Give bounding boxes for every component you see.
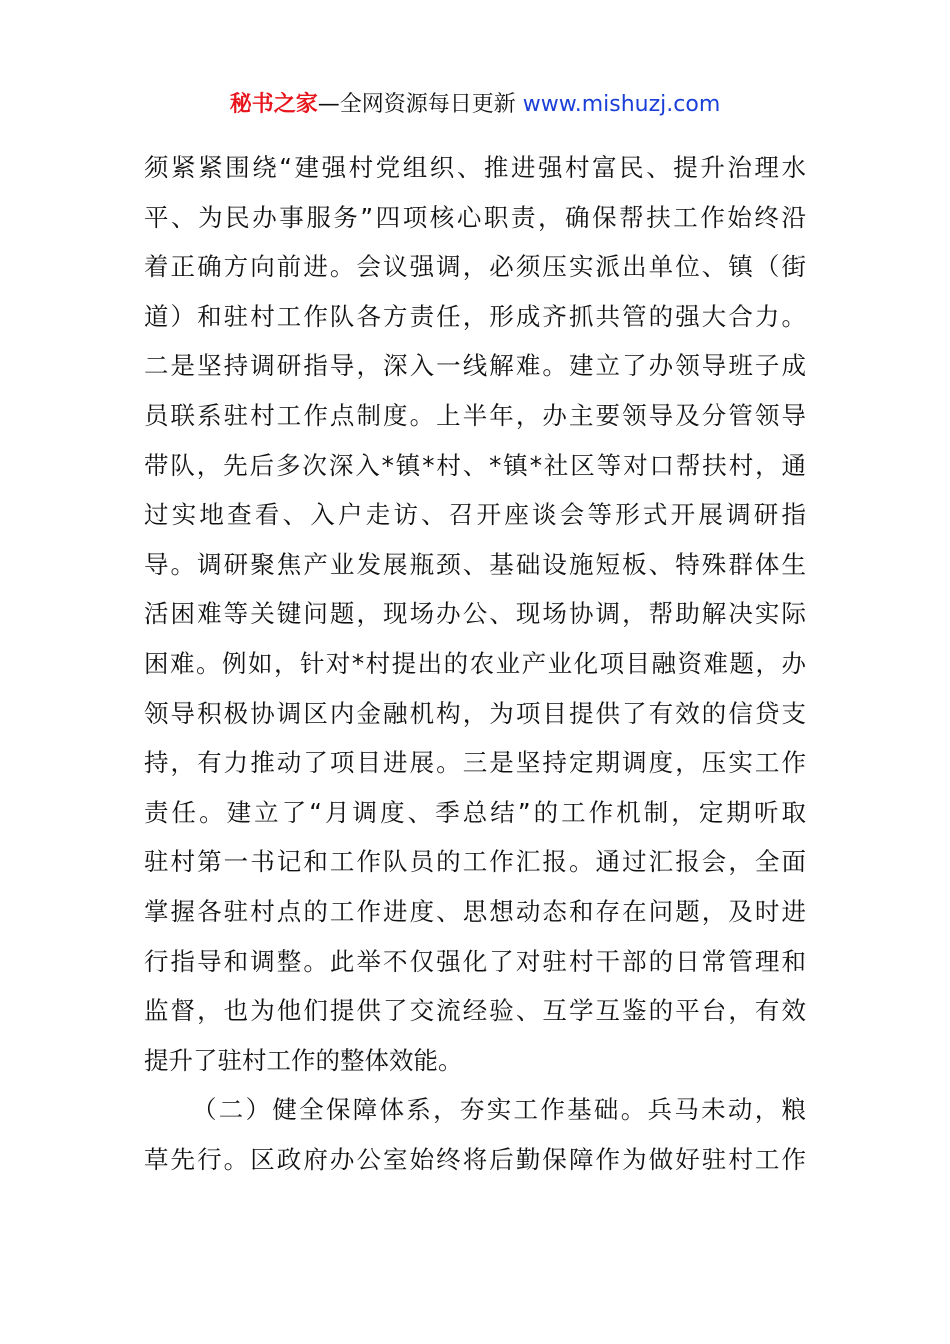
text-line: 过实地查看、入户走访、召开座谈会等形式开展调研指 <box>144 500 806 530</box>
text-line: 须紧紧围绕“建强村党组织、推进强村富民、提升治理水 <box>144 153 806 182</box>
site-url[interactable]: www.mishuzj.com <box>522 92 721 117</box>
text-line: （二）健全保障体系，夯实工作基础。兵马未动，粮 <box>192 1095 806 1125</box>
text-line: 道）和驻村工作队各方责任，形成齐抓共管的强大合力。 <box>144 301 806 331</box>
text-line: 掌握各驻村点的工作进度、思想动态和存在问题，及时进 <box>144 896 806 926</box>
text-line: 二是坚持调研指导，深入一线解难。建立了办领导班子成 <box>144 351 806 381</box>
text-line: 驻村第一书记和工作队员的工作汇报。通过汇报会，全面 <box>144 847 806 877</box>
header-tagline: —全网资源每日更新 <box>317 92 516 117</box>
text-line: 提升了驻村工作的整体效能。 <box>144 1045 463 1075</box>
text-line: 行指导和调整。此举不仅强化了对驻村干部的日常管理和 <box>144 946 806 976</box>
text-line: 员联系驻村工作点制度。上半年，办主要领导及分管领导 <box>144 400 806 430</box>
text-line: 持，有力推动了项目进展。三是坚持定期调度，压实工作 <box>144 748 806 778</box>
text-line: 平、为民办事服务”四项核心职责，确保帮扶工作始终沿 <box>144 202 806 232</box>
text-line: 困难。例如，针对*村提出的农业产业化项目融资难题，办 <box>144 648 806 678</box>
paragraph <box>144 143 806 1085</box>
text-line: 责任。建立了“月调度、季总结”的工作机制，定期听取 <box>144 797 806 827</box>
text-line: 领导积极协调区内金融机构，为项目提供了有效的信贷支 <box>144 698 806 728</box>
brand-name: 秘书之家 <box>229 92 318 117</box>
text-line: 导。调研聚焦产业发展瓶颈、基础设施短板、特殊群体生 <box>144 549 806 579</box>
paragraph <box>144 1085 806 1184</box>
document-body <box>144 143 806 1184</box>
text-line: 着正确方向前进。会议强调，必须压实派出单位、镇（街 <box>144 252 806 282</box>
text-line: 草先行。区政府办公室始终将后勤保障作为做好驻村工作 <box>144 1144 806 1174</box>
site-header <box>0 88 950 122</box>
text-line: 活困难等关键问题，现场办公、现场协调，帮助解决实际 <box>144 599 806 629</box>
text-line: 带队，先后多次深入*镇*村、*镇*社区等对口帮扶村，通 <box>144 450 806 480</box>
text-line: 监督，也为他们提供了交流经验、互学互鉴的平台，有效 <box>144 996 806 1026</box>
